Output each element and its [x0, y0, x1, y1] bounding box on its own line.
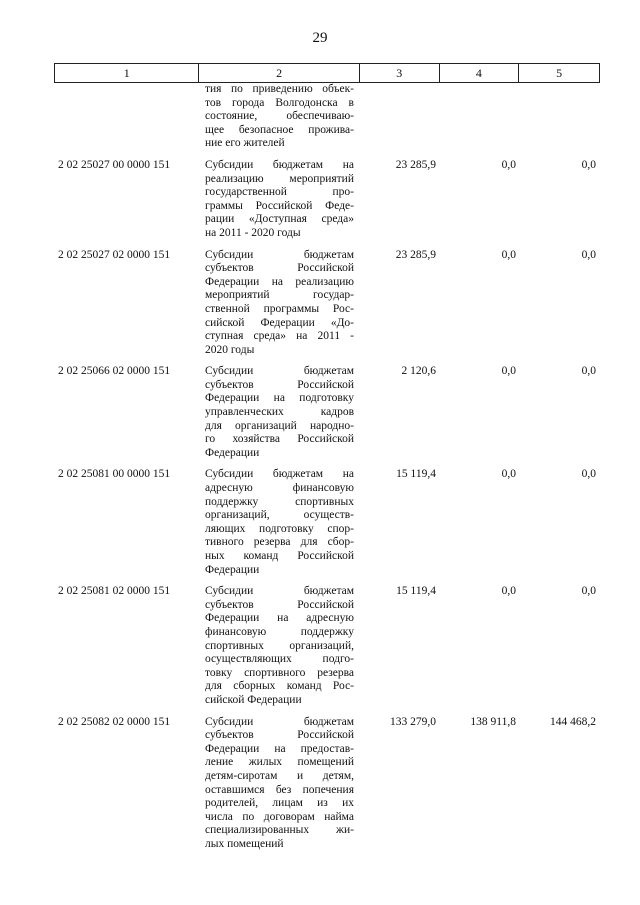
value-col-5: 0,0 — [581, 468, 596, 481]
description-line: рации «Доступная среда» — [205, 213, 354, 226]
description-line: ступная среда» на 2011 - — [205, 330, 354, 343]
value-col-3 — [360, 83, 440, 151]
value-col-5: 0,0 — [581, 158, 596, 171]
description-line: Федерации на адресную — [205, 612, 354, 625]
header-col-5: 5 — [556, 66, 563, 80]
description-line: ственной программы Рос- — [205, 302, 354, 315]
value-col-3: 133 279,0 — [390, 715, 436, 728]
table-row — [54, 249, 600, 358]
description-line: тия по приведению объек- — [205, 83, 354, 95]
description-line: Субсидии бюджетам на — [205, 468, 354, 481]
description-line: ление жилых помещений — [205, 756, 354, 769]
description-line: управленческих кадров — [205, 406, 354, 419]
description-line: щее безопасное прожива- — [205, 123, 354, 136]
header-col-3: 3 — [360, 64, 440, 82]
budget-code: 2 02 25081 02 0000 151 — [58, 585, 171, 598]
table-row — [54, 585, 600, 707]
description-line: поддержку спортивных — [205, 495, 354, 508]
value-col-4: 0,0 — [501, 248, 516, 261]
page-number: 29 — [312, 30, 328, 46]
table-row — [54, 468, 600, 577]
description-line: субъектов Российской — [205, 729, 354, 742]
value-col-4: 0,0 — [501, 365, 516, 378]
value-col-4: 138 911,8 — [470, 715, 516, 728]
description-line: Федерации на реализацию — [205, 275, 354, 288]
description-line: финансовую поддержку — [205, 625, 354, 638]
description-line: сийской Федерации «До- — [205, 316, 354, 329]
description-line: мероприятий государ- — [205, 289, 354, 302]
table-row — [54, 716, 600, 852]
description-line: Федерации на подготовку — [205, 392, 354, 405]
table-row — [54, 83, 600, 151]
value-col-3: 15 119,4 — [396, 585, 436, 598]
description-line: субъектов Российской — [205, 598, 354, 611]
description-line: лых помещений — [205, 837, 284, 850]
value-col-5: 144 468,2 — [550, 715, 596, 728]
table-row — [54, 365, 600, 460]
row-description — [199, 159, 360, 241]
description-line: организаций, осуществ- — [205, 509, 354, 522]
description-line: тов города Волгодонска в — [205, 96, 354, 109]
description-line: состояние, обеспечиваю- — [205, 110, 354, 123]
value-col-3: 23 285,9 — [395, 248, 436, 261]
header-col-2: 2 — [199, 64, 359, 82]
description-line: Субсидии бюджетам — [205, 248, 354, 261]
description-line: Федерации — [205, 446, 260, 459]
description-line: оставшимся без попечения — [205, 783, 354, 796]
description-line: сийской Федерации — [205, 693, 302, 706]
description-line: ляющих подготовку спор- — [205, 522, 354, 535]
description-line: адресную финансовую — [205, 482, 354, 495]
description-line: числа по договорам найма — [205, 810, 354, 823]
row-description — [199, 249, 360, 358]
description-line: родителей, лицам из их — [205, 797, 354, 810]
budget-code: 2 02 25027 00 0000 151 — [58, 158, 171, 171]
row-description — [199, 83, 360, 151]
description-line: Субсидии бюджетам на — [205, 158, 354, 171]
table-row — [54, 159, 600, 241]
description-line: ние его жителей — [205, 137, 285, 150]
description-line: на 2011 - 2020 годы — [205, 226, 301, 239]
value-col-4: 0,0 — [501, 468, 516, 481]
description-line: реализацию мероприятий — [205, 172, 354, 185]
table-header — [54, 63, 600, 83]
description-line: Субсидии бюджетам — [205, 585, 354, 598]
header-col-1: 1 — [55, 64, 199, 82]
description-line: Субсидии бюджетам — [205, 715, 354, 728]
description-line: тивного резерва для сбор- — [205, 536, 354, 549]
value-col-3: 2 120,6 — [401, 365, 436, 378]
description-line: Федерации на предостав- — [205, 742, 354, 755]
description-line: товку спортивного резерва — [205, 666, 354, 679]
description-line: для организаций народно- — [205, 419, 354, 432]
description-line: 2020 годы — [205, 343, 255, 356]
budget-code: 2 02 25082 02 0000 151 — [58, 715, 171, 728]
value-col-3: 23 285,9 — [395, 158, 436, 171]
description-line: Субсидии бюджетам — [205, 365, 354, 378]
table-body — [54, 83, 600, 851]
description-line: осуществляющих подго- — [205, 653, 354, 666]
row-description — [199, 716, 360, 852]
value-col-3: 15 119,4 — [396, 468, 436, 481]
row-description — [199, 585, 360, 707]
description-line: спортивных организаций, — [205, 639, 354, 652]
description-line: специализированных жи- — [205, 824, 354, 837]
description-line: Федерации — [205, 563, 260, 576]
header-col-4: 4 — [440, 64, 520, 82]
description-line: субъектов Российской — [205, 378, 354, 391]
budget-code: 2 02 25081 00 0000 151 — [58, 468, 171, 481]
description-line: детям-сиротам и детям, — [205, 769, 354, 782]
value-col-4: 0,0 — [501, 585, 516, 598]
value-col-5 — [520, 83, 600, 151]
description-line: граммы Российской Феде- — [205, 199, 354, 212]
budget-code: 2 02 25066 02 0000 151 — [58, 365, 171, 378]
budget-code — [54, 83, 199, 151]
description-line: для сборных команд Рос- — [205, 680, 354, 693]
row-description — [199, 468, 360, 577]
value-col-4 — [440, 83, 520, 151]
row-description — [199, 365, 360, 460]
value-col-5: 0,0 — [581, 248, 596, 261]
description-line: субъектов Российской — [205, 262, 354, 275]
description-line: государственной про- — [205, 186, 354, 199]
description-line: го хозяйства Российской — [205, 433, 354, 446]
value-col-5: 0,0 — [581, 585, 596, 598]
description-line: ных команд Российской — [205, 550, 354, 562]
value-col-4: 0,0 — [501, 158, 516, 171]
budget-code: 2 02 25027 02 0000 151 — [58, 248, 171, 261]
value-col-5: 0,0 — [581, 365, 596, 378]
